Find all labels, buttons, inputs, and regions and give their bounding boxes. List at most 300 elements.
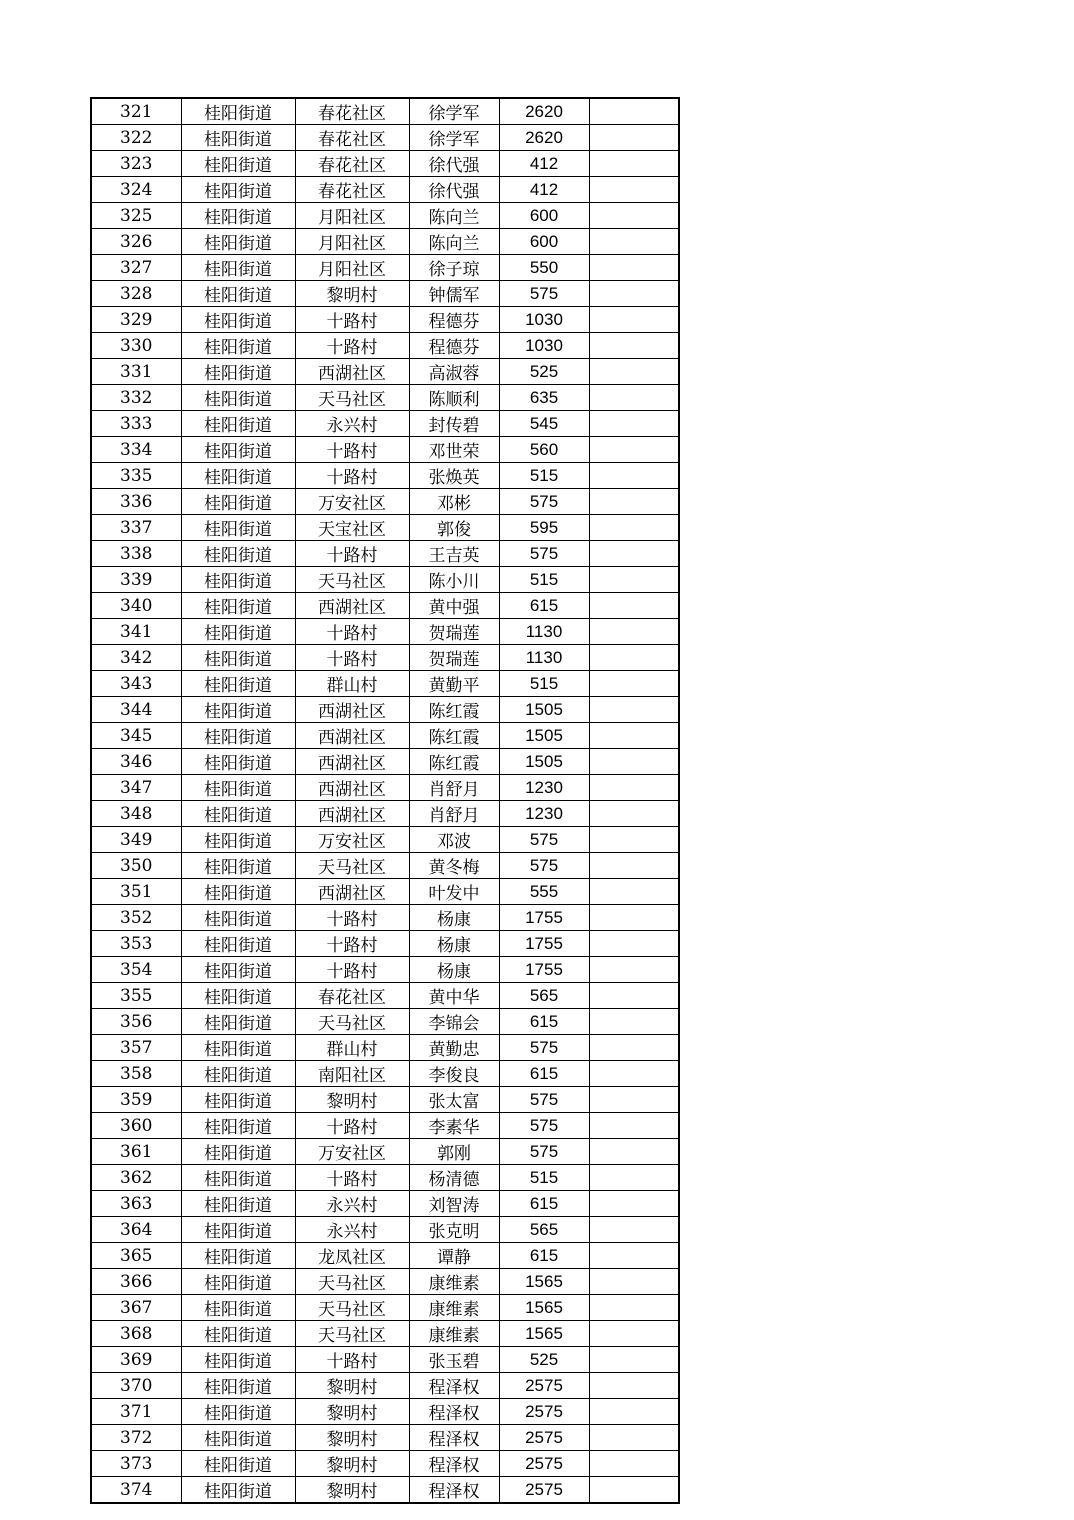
amount-cell: 1755 (499, 931, 589, 957)
street-cell: 桂阳街道 (181, 879, 295, 905)
street-cell: 桂阳街道 (181, 385, 295, 411)
row-index-cell: 349 (91, 827, 181, 853)
table-row (91, 749, 679, 775)
row-index-cell: 323 (91, 151, 181, 177)
table-row (91, 1399, 679, 1425)
note-cell (589, 671, 679, 697)
row-index-cell: 344 (91, 697, 181, 723)
table-row (91, 281, 679, 307)
community-cell: 天马社区 (295, 1321, 409, 1347)
note-cell (589, 489, 679, 515)
note-cell (589, 1477, 679, 1504)
note-cell (589, 1347, 679, 1373)
note-cell (589, 333, 679, 359)
table-row (91, 801, 679, 827)
community-cell: 群山村 (295, 671, 409, 697)
amount-cell: 525 (499, 359, 589, 385)
table-row (91, 229, 679, 255)
street-cell: 桂阳街道 (181, 983, 295, 1009)
street-cell: 桂阳街道 (181, 541, 295, 567)
amount-cell: 575 (499, 1113, 589, 1139)
row-index-cell: 353 (91, 931, 181, 957)
community-cell: 西湖社区 (295, 723, 409, 749)
amount-cell: 555 (499, 879, 589, 905)
community-cell: 月阳社区 (295, 229, 409, 255)
community-cell: 月阳社区 (295, 203, 409, 229)
note-cell (589, 98, 679, 125)
street-cell: 桂阳街道 (181, 1373, 295, 1399)
name-cell: 张克明 (409, 1217, 499, 1243)
table-row (91, 411, 679, 437)
street-cell: 桂阳街道 (181, 1425, 295, 1451)
street-cell: 桂阳街道 (181, 281, 295, 307)
community-cell: 万安社区 (295, 489, 409, 515)
community-cell: 黎明村 (295, 1425, 409, 1451)
row-index-cell: 334 (91, 437, 181, 463)
row-index-cell: 371 (91, 1399, 181, 1425)
name-cell: 贺瑞莲 (409, 645, 499, 671)
note-cell (589, 1191, 679, 1217)
amount-cell: 2575 (499, 1399, 589, 1425)
amount-cell: 595 (499, 515, 589, 541)
community-cell: 天马社区 (295, 1009, 409, 1035)
table-row (91, 307, 679, 333)
community-cell: 龙凤社区 (295, 1243, 409, 1269)
street-cell: 桂阳街道 (181, 359, 295, 385)
street-cell: 桂阳街道 (181, 619, 295, 645)
street-cell: 桂阳街道 (181, 827, 295, 853)
row-index-cell: 351 (91, 879, 181, 905)
street-cell: 桂阳街道 (181, 463, 295, 489)
table-row (91, 1061, 679, 1087)
name-cell: 郭俊 (409, 515, 499, 541)
community-cell: 春花社区 (295, 983, 409, 1009)
community-cell: 十路村 (295, 957, 409, 983)
row-index-cell: 324 (91, 177, 181, 203)
table-row (91, 1321, 679, 1347)
amount-cell: 412 (499, 177, 589, 203)
street-cell: 桂阳街道 (181, 1295, 295, 1321)
name-cell: 陈顺利 (409, 385, 499, 411)
street-cell: 桂阳街道 (181, 1191, 295, 1217)
note-cell (589, 749, 679, 775)
note-cell (589, 229, 679, 255)
row-index-cell: 326 (91, 229, 181, 255)
row-index-cell: 325 (91, 203, 181, 229)
street-cell: 桂阳街道 (181, 411, 295, 437)
table-row (91, 853, 679, 879)
street-cell: 桂阳街道 (181, 775, 295, 801)
data-table (90, 97, 680, 1504)
community-cell: 黎明村 (295, 1399, 409, 1425)
note-cell (589, 255, 679, 281)
note-cell (589, 697, 679, 723)
street-cell: 桂阳街道 (181, 1347, 295, 1373)
table-row (91, 489, 679, 515)
table-row (91, 1373, 679, 1399)
community-cell: 西湖社区 (295, 801, 409, 827)
street-cell: 桂阳街道 (181, 98, 295, 125)
table-row (91, 1451, 679, 1477)
table-row (91, 931, 679, 957)
row-index-cell: 338 (91, 541, 181, 567)
name-cell: 徐子琼 (409, 255, 499, 281)
note-cell (589, 853, 679, 879)
amount-cell: 2620 (499, 98, 589, 125)
amount-cell: 565 (499, 983, 589, 1009)
table-row (91, 879, 679, 905)
amount-cell: 525 (499, 1347, 589, 1373)
row-index-cell: 342 (91, 645, 181, 671)
row-index-cell: 364 (91, 1217, 181, 1243)
note-cell (589, 879, 679, 905)
table-row (91, 671, 679, 697)
row-index-cell: 358 (91, 1061, 181, 1087)
row-index-cell: 340 (91, 593, 181, 619)
amount-cell: 515 (499, 1165, 589, 1191)
name-cell: 黄勤平 (409, 671, 499, 697)
note-cell (589, 593, 679, 619)
name-cell: 肖舒月 (409, 801, 499, 827)
row-index-cell: 339 (91, 567, 181, 593)
community-cell: 春花社区 (295, 125, 409, 151)
name-cell: 张玉碧 (409, 1347, 499, 1373)
name-cell: 徐代强 (409, 151, 499, 177)
name-cell: 陈红霞 (409, 697, 499, 723)
street-cell: 桂阳街道 (181, 229, 295, 255)
note-cell (589, 203, 679, 229)
note-cell (589, 801, 679, 827)
amount-cell: 550 (499, 255, 589, 281)
amount-cell: 575 (499, 1087, 589, 1113)
table-body (91, 98, 679, 1503)
table-row (91, 125, 679, 151)
note-cell (589, 1269, 679, 1295)
name-cell: 郭刚 (409, 1139, 499, 1165)
row-index-cell: 335 (91, 463, 181, 489)
amount-cell: 2575 (499, 1451, 589, 1477)
name-cell: 邓彬 (409, 489, 499, 515)
name-cell: 陈小川 (409, 567, 499, 593)
row-index-cell: 329 (91, 307, 181, 333)
note-cell (589, 1373, 679, 1399)
note-cell (589, 1009, 679, 1035)
row-index-cell: 373 (91, 1451, 181, 1477)
note-cell (589, 463, 679, 489)
row-index-cell: 374 (91, 1477, 181, 1504)
name-cell: 李俊良 (409, 1061, 499, 1087)
name-cell: 谭静 (409, 1243, 499, 1269)
note-cell (589, 645, 679, 671)
community-cell: 十路村 (295, 1347, 409, 1373)
community-cell: 西湖社区 (295, 749, 409, 775)
name-cell: 康维素 (409, 1269, 499, 1295)
table-row (91, 983, 679, 1009)
table-row (91, 151, 679, 177)
amount-cell: 2620 (499, 125, 589, 151)
note-cell (589, 1451, 679, 1477)
name-cell: 黄勤忠 (409, 1035, 499, 1061)
note-cell (589, 931, 679, 957)
name-cell: 杨康 (409, 931, 499, 957)
row-index-cell: 365 (91, 1243, 181, 1269)
street-cell: 桂阳街道 (181, 177, 295, 203)
row-index-cell: 322 (91, 125, 181, 151)
amount-cell: 635 (499, 385, 589, 411)
note-cell (589, 437, 679, 463)
note-cell (589, 1139, 679, 1165)
note-cell (589, 125, 679, 151)
amount-cell: 1230 (499, 801, 589, 827)
community-cell: 西湖社区 (295, 775, 409, 801)
street-cell: 桂阳街道 (181, 905, 295, 931)
street-cell: 桂阳街道 (181, 151, 295, 177)
row-index-cell: 336 (91, 489, 181, 515)
row-index-cell: 354 (91, 957, 181, 983)
amount-cell: 1565 (499, 1269, 589, 1295)
street-cell: 桂阳街道 (181, 593, 295, 619)
amount-cell: 1130 (499, 619, 589, 645)
note-cell (589, 1113, 679, 1139)
table-row (91, 1113, 679, 1139)
table-row (91, 1035, 679, 1061)
row-index-cell: 352 (91, 905, 181, 931)
table-row (91, 1243, 679, 1269)
street-cell: 桂阳街道 (181, 437, 295, 463)
name-cell: 肖舒月 (409, 775, 499, 801)
table-row (91, 203, 679, 229)
note-cell (589, 177, 679, 203)
amount-cell: 1030 (499, 333, 589, 359)
name-cell: 李锦会 (409, 1009, 499, 1035)
community-cell: 黎明村 (295, 1451, 409, 1477)
street-cell: 桂阳街道 (181, 567, 295, 593)
amount-cell: 545 (499, 411, 589, 437)
community-cell: 十路村 (295, 1113, 409, 1139)
row-index-cell: 343 (91, 671, 181, 697)
amount-cell: 600 (499, 229, 589, 255)
street-cell: 桂阳街道 (181, 307, 295, 333)
note-cell (589, 515, 679, 541)
amount-cell: 560 (499, 437, 589, 463)
row-index-cell: 333 (91, 411, 181, 437)
table-row (91, 385, 679, 411)
amount-cell: 1505 (499, 749, 589, 775)
table-row (91, 1347, 679, 1373)
row-index-cell: 361 (91, 1139, 181, 1165)
row-index-cell: 357 (91, 1035, 181, 1061)
community-cell: 永兴村 (295, 1217, 409, 1243)
row-index-cell: 368 (91, 1321, 181, 1347)
community-cell: 永兴村 (295, 1191, 409, 1217)
amount-cell: 615 (499, 1191, 589, 1217)
community-cell: 黎明村 (295, 1373, 409, 1399)
table-row (91, 177, 679, 203)
name-cell: 程泽权 (409, 1399, 499, 1425)
name-cell: 程泽权 (409, 1477, 499, 1504)
name-cell: 杨康 (409, 957, 499, 983)
table-row (91, 1425, 679, 1451)
table-row (91, 619, 679, 645)
community-cell: 天马社区 (295, 1269, 409, 1295)
table-row (91, 957, 679, 983)
note-cell (589, 411, 679, 437)
amount-cell: 1505 (499, 723, 589, 749)
amount-cell: 575 (499, 827, 589, 853)
table-row (91, 1269, 679, 1295)
amount-cell: 1230 (499, 775, 589, 801)
community-cell: 十路村 (295, 463, 409, 489)
row-index-cell: 363 (91, 1191, 181, 1217)
name-cell: 叶发中 (409, 879, 499, 905)
name-cell: 刘智涛 (409, 1191, 499, 1217)
table-row (91, 1217, 679, 1243)
name-cell: 徐学军 (409, 125, 499, 151)
row-index-cell: 370 (91, 1373, 181, 1399)
note-cell (589, 281, 679, 307)
name-cell: 程泽权 (409, 1373, 499, 1399)
name-cell: 贺瑞莲 (409, 619, 499, 645)
table-row (91, 697, 679, 723)
table-row (91, 98, 679, 125)
street-cell: 桂阳街道 (181, 203, 295, 229)
row-index-cell: 332 (91, 385, 181, 411)
community-cell: 西湖社区 (295, 697, 409, 723)
row-index-cell: 331 (91, 359, 181, 385)
name-cell: 钟儒军 (409, 281, 499, 307)
community-cell: 十路村 (295, 437, 409, 463)
row-index-cell: 341 (91, 619, 181, 645)
row-index-cell: 359 (91, 1087, 181, 1113)
note-cell (589, 827, 679, 853)
amount-cell: 412 (499, 151, 589, 177)
name-cell: 陈红霞 (409, 749, 499, 775)
table-row (91, 255, 679, 281)
table-row (91, 1087, 679, 1113)
note-cell (589, 1399, 679, 1425)
street-cell: 桂阳街道 (181, 931, 295, 957)
note-cell (589, 775, 679, 801)
amount-cell: 515 (499, 567, 589, 593)
street-cell: 桂阳街道 (181, 1113, 295, 1139)
note-cell (589, 541, 679, 567)
table-row (91, 1477, 679, 1504)
amount-cell: 615 (499, 1009, 589, 1035)
note-cell (589, 151, 679, 177)
street-cell: 桂阳街道 (181, 1477, 295, 1504)
row-index-cell: 347 (91, 775, 181, 801)
name-cell: 康维素 (409, 1321, 499, 1347)
amount-cell: 2575 (499, 1477, 589, 1504)
amount-cell: 575 (499, 1139, 589, 1165)
table-row (91, 515, 679, 541)
name-cell: 李素华 (409, 1113, 499, 1139)
row-index-cell: 345 (91, 723, 181, 749)
amount-cell: 2575 (499, 1373, 589, 1399)
amount-cell: 2575 (499, 1425, 589, 1451)
community-cell: 群山村 (295, 1035, 409, 1061)
community-cell: 西湖社区 (295, 879, 409, 905)
street-cell: 桂阳街道 (181, 1165, 295, 1191)
amount-cell: 615 (499, 1061, 589, 1087)
community-cell: 天宝社区 (295, 515, 409, 541)
name-cell: 程德芬 (409, 333, 499, 359)
name-cell: 邓世荣 (409, 437, 499, 463)
street-cell: 桂阳街道 (181, 125, 295, 151)
street-cell: 桂阳街道 (181, 749, 295, 775)
table-row (91, 1139, 679, 1165)
note-cell (589, 385, 679, 411)
table-row (91, 775, 679, 801)
street-cell: 桂阳街道 (181, 255, 295, 281)
community-cell: 天马社区 (295, 1295, 409, 1321)
table-row (91, 827, 679, 853)
community-cell: 永兴村 (295, 411, 409, 437)
community-cell: 天马社区 (295, 385, 409, 411)
community-cell: 万安社区 (295, 827, 409, 853)
name-cell: 杨清德 (409, 1165, 499, 1191)
name-cell: 陈向兰 (409, 203, 499, 229)
street-cell: 桂阳街道 (181, 1399, 295, 1425)
community-cell: 春花社区 (295, 177, 409, 203)
table-row (91, 645, 679, 671)
street-cell: 桂阳街道 (181, 1269, 295, 1295)
street-cell: 桂阳街道 (181, 1321, 295, 1347)
street-cell: 桂阳街道 (181, 801, 295, 827)
row-index-cell: 330 (91, 333, 181, 359)
name-cell: 王吉英 (409, 541, 499, 567)
row-index-cell: 360 (91, 1113, 181, 1139)
name-cell: 黄中华 (409, 983, 499, 1009)
amount-cell: 1030 (499, 307, 589, 333)
note-cell (589, 1035, 679, 1061)
street-cell: 桂阳街道 (181, 515, 295, 541)
street-cell: 桂阳街道 (181, 489, 295, 515)
row-index-cell: 337 (91, 515, 181, 541)
community-cell: 十路村 (295, 1165, 409, 1191)
row-index-cell: 366 (91, 1269, 181, 1295)
community-cell: 十路村 (295, 307, 409, 333)
community-cell: 春花社区 (295, 98, 409, 125)
name-cell: 高淑蓉 (409, 359, 499, 385)
note-cell (589, 567, 679, 593)
row-index-cell: 355 (91, 983, 181, 1009)
row-index-cell: 369 (91, 1347, 181, 1373)
table-row (91, 541, 679, 567)
street-cell: 桂阳街道 (181, 697, 295, 723)
street-cell: 桂阳街道 (181, 1035, 295, 1061)
table-row (91, 1009, 679, 1035)
amount-cell: 575 (499, 1035, 589, 1061)
row-index-cell: 321 (91, 98, 181, 125)
name-cell: 程德芬 (409, 307, 499, 333)
community-cell: 黎明村 (295, 281, 409, 307)
community-cell: 南阳社区 (295, 1061, 409, 1087)
row-index-cell: 362 (91, 1165, 181, 1191)
community-cell: 十路村 (295, 541, 409, 567)
street-cell: 桂阳街道 (181, 333, 295, 359)
row-index-cell: 356 (91, 1009, 181, 1035)
amount-cell: 1565 (499, 1321, 589, 1347)
community-cell: 十路村 (295, 333, 409, 359)
note-cell (589, 307, 679, 333)
note-cell (589, 723, 679, 749)
name-cell: 康维素 (409, 1295, 499, 1321)
community-cell: 黎明村 (295, 1477, 409, 1504)
amount-cell: 1505 (499, 697, 589, 723)
street-cell: 桂阳街道 (181, 671, 295, 697)
note-cell (589, 1425, 679, 1451)
